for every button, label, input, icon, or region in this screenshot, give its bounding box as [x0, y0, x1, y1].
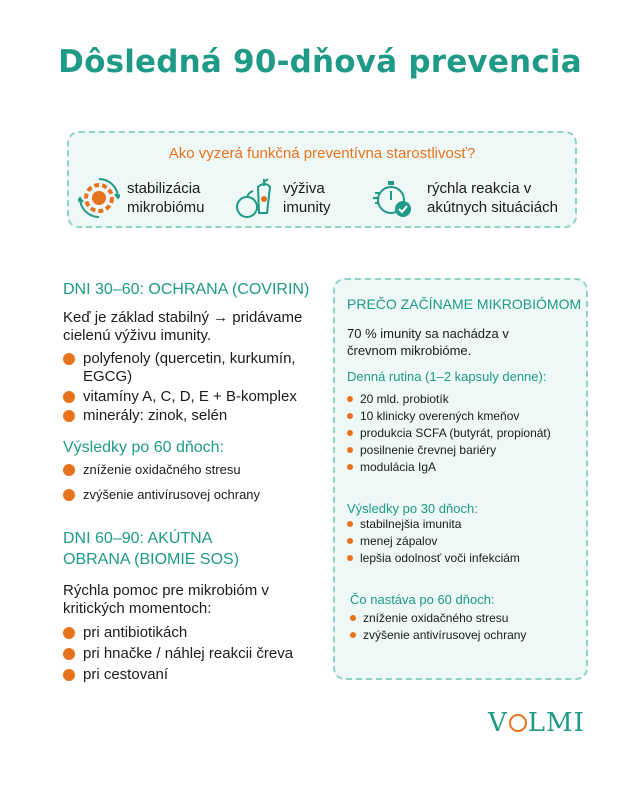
list-item: posilnenie črevnej bariéry	[347, 442, 496, 458]
after60-heading: Čo nastáva po 60 dňoch:	[350, 592, 495, 607]
list-item: polyfenoly (quercetin, kurkumín, EGCG)	[63, 350, 296, 386]
vegetables-icon	[233, 176, 277, 220]
list-item: zníženie oxidačného stresu	[350, 610, 508, 626]
phase1-results-heading: Výsledky po 60 dňoch:	[63, 439, 224, 456]
feature-quick-reaction	[371, 176, 558, 220]
list-item: pri hnačke / náhlej reakcii čreva	[63, 645, 293, 663]
bullet-dot	[63, 391, 75, 403]
bullet-dot	[347, 555, 353, 561]
bullet-dot	[347, 430, 353, 436]
stopwatch-check-icon	[371, 176, 415, 220]
bullet-dot	[350, 615, 356, 621]
feature-label: stabilizácia mikrobiómu	[127, 180, 205, 216]
side-intro: 70 % imunity sa nachádza v črevnom mikrobióme.	[347, 326, 509, 358]
list-item: lepšia odolnosť voči infekciám	[347, 550, 520, 566]
volmi-logo	[488, 708, 585, 738]
list-item: menej zápalov	[347, 533, 437, 549]
side-heading: PREČO ZAČÍNAME MIKROBIÓMOM	[347, 296, 582, 312]
results30-heading: Výsledky po 30 dňoch:	[347, 501, 478, 516]
bullet-dot	[347, 538, 353, 544]
phase1-intro: Keď je základ stabilný → pridávame cielenú výživu imunity.	[63, 309, 303, 344]
phase1-heading: DNI 30–60: OCHRANA (COVIRIN)	[63, 281, 310, 298]
volmi-o-circle-icon	[509, 714, 527, 732]
list-item: vitamíny A, C, D, E + B-komplex	[63, 388, 297, 406]
microbiome-info-box	[333, 278, 588, 680]
bullet-dot	[347, 464, 353, 470]
list-item: produkcia SCFA (butyrát, propionát)	[347, 425, 551, 441]
bullet-dot	[350, 632, 356, 638]
phase2-intro: Rýchla pomoc pre mikrobióm v kritických momentoch:	[63, 582, 269, 617]
microbiome-gear-icon	[77, 176, 121, 220]
feature-label: rýchla reakcia v akútnych situáciách	[427, 180, 558, 216]
feature-label: výživa imunity	[283, 180, 331, 216]
list-item: minerály: zinok, selén	[63, 407, 227, 425]
list-item: stabilnejšia imunita	[347, 516, 461, 532]
bullet-dot	[347, 521, 353, 527]
preventive-care-box	[67, 131, 577, 228]
list-item: zníženie oxidačného stresu	[63, 461, 241, 479]
bullet-dot	[63, 353, 75, 365]
list-item: modulácia IgA	[347, 459, 436, 475]
feature-nutrition	[233, 176, 331, 220]
bullet-dot	[63, 627, 75, 639]
routine-heading: Denná rutina (1–2 kapsuly denne):	[347, 369, 547, 384]
logo-text-left: V	[488, 708, 508, 738]
bullet-dot	[63, 669, 75, 681]
list-item: 20 mld. probiotík	[347, 391, 449, 407]
bullet-dot	[63, 464, 75, 476]
list-item: 10 klinicky overených kmeňov	[347, 408, 519, 424]
list-item: zvýšenie antivírusovej ochrany	[350, 627, 526, 643]
bullet-dot	[63, 489, 75, 501]
logo-text-right: LMI	[527, 708, 585, 738]
bullet-dot	[63, 410, 75, 422]
bullet-dot	[347, 447, 353, 453]
page-title: Dôsledná 90-dňová prevencia	[58, 44, 582, 80]
list-item: pri antibiotikách	[63, 624, 187, 642]
list-item: zvýšenie antivírusovej ochrany	[63, 486, 260, 504]
bullet-dot	[347, 396, 353, 402]
bullet-dot	[347, 413, 353, 419]
feature-microbiome	[77, 176, 205, 220]
phase2-heading: DNI 60–90: AKÚTNA OBRANA (BIOMIE SOS)	[63, 530, 240, 568]
bullet-dot	[63, 648, 75, 660]
preventive-care-question: Ako vyzerá funkčná preventívna starostlivosť?	[168, 145, 476, 162]
list-item: pri cestovaní	[63, 666, 168, 684]
